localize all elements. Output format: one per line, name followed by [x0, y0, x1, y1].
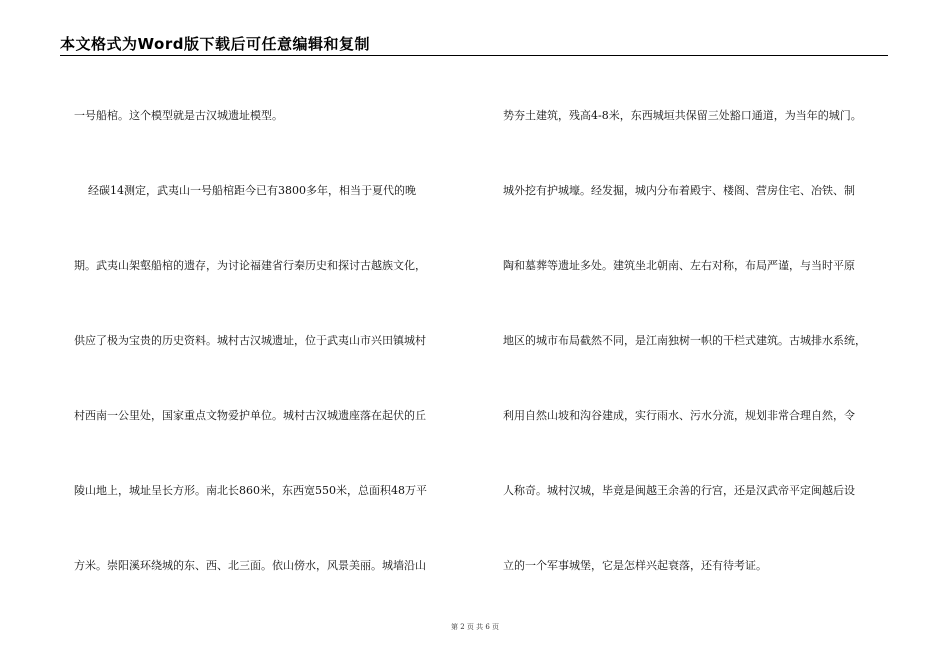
text-line: 立的一个军事城堡，它是怎样兴起衰落，还有待考证。	[503, 559, 767, 572]
page-number-footer: 第 2 页 共 6 页	[450, 623, 500, 631]
text-line: 陶和墓葬等遗址多处。建筑坐北朝南、左右对称，布局严谨，与当时平原	[503, 259, 855, 272]
text-line: 经碳14测定，武夷山一号船棺距今已有3800多年，相当于夏代的晚	[74, 184, 416, 197]
text-line: 势夯土建筑，残高4-8米，东西城垣共保留三处豁口通道，为当年的城门。	[503, 109, 862, 122]
document-header-title: 本文格式为Word版下载后可任意编辑和复制	[60, 35, 370, 53]
header-divider	[60, 55, 888, 56]
text-line: 期。武夷山架壑船棺的遗存，为讨论福建省行秦历史和探讨古越族文化，	[74, 259, 426, 272]
text-line: 一号船棺。这个模型就是古汉城遗址模型。	[74, 109, 283, 122]
text-line: 方米。崇阳溪环绕城的东、西、北三面。依山傍水，风景美丽。城墙沿山	[74, 559, 426, 572]
text-line: 利用自然山坡和沟谷建成，实行雨水、污水分流，规划非常合理自然，令	[503, 409, 855, 422]
right-text-column	[503, 78, 895, 603]
text-line: 城外挖有护城壕。经发掘，城内分布着殿宇、楼阁、营房住宅、冶铁、制	[503, 184, 855, 197]
text-line: 人称奇。城村汉城，毕竟是闽越王余善的行宫，还是汉武帝平定闽越后设	[503, 484, 855, 497]
left-text-column	[74, 78, 474, 603]
text-line: 地区的城市布局截然不同，是江南独树一帜的干栏式建筑。古城排水系统，	[503, 334, 866, 347]
text-line: 村西南一公里处，国家重点文物爱护单位。城村古汉城遗座落在起伏的丘	[74, 409, 426, 422]
text-line: 供应了极为宝贵的历史资料。城村古汉城遗址，位于武夷山市兴田镇城村	[74, 334, 426, 347]
text-line: 陵山地上，城址呈长方形。南北长860米，东西宽550米，总面积48万平	[74, 484, 427, 497]
